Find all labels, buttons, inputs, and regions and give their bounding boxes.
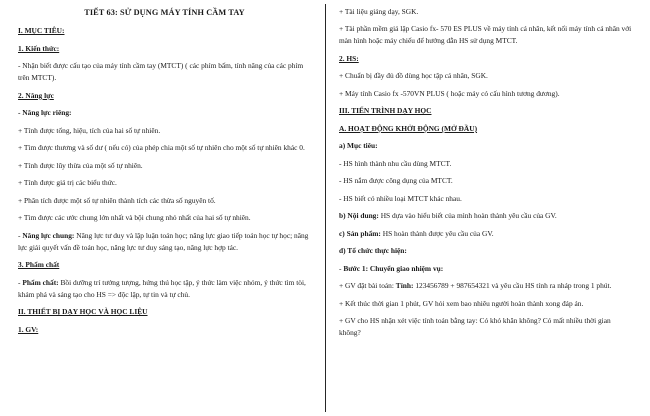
left-paragraph: I. MỤC TIÊU: (18, 26, 65, 36)
left-column (10, 6, 325, 412)
right-paragraph: + GV cho HS nhận xét việc tính toán bằng tay: Có khó khăn không? Có mất nhiều thời gian không? (339, 316, 611, 338)
left-paragraph: 1. Kiến thức: (18, 43, 60, 53)
left-paragraph: + Tính được lũy thừa của một số tự nhiên. (18, 160, 143, 170)
left-paragraph: 2. Năng lực (18, 90, 54, 100)
right-paragraph: - HS biết có nhiều loại MTCT khác nhau. (339, 193, 462, 203)
right-paragraph: + GV đặt bài toán: Tính: 123456789 + 987654321 và yêu cầu HS tính ra nháp trong 1 phút. (339, 281, 612, 291)
right-paragraph: + Kết thúc thời gian 1 phút, GV hỏi xem bao nhiêu người hoàn thành xong đáp án. (339, 298, 584, 308)
right-paragraph: + Tài liệu giảng dạy, SGK. (339, 7, 419, 16)
right-column (325, 6, 640, 412)
right-paragraph: a) Mục tiêu: (339, 141, 378, 151)
right-paragraph: A. HOẠT ĐỘNG KHỞI ĐỘNG (MỞ ĐẦU) (339, 123, 478, 133)
left-paragraph: - Nhận biết được cấu tạo của máy tính cầm tay (MTCT) ( các phím bấm, tính năng của các phím trên MTCT). (18, 61, 304, 83)
left-paragraph: 1. GV: (18, 324, 39, 334)
right-paragraph: c) Sản phẩm: HS hoàn thành được yêu cầu của GV. (339, 228, 494, 238)
right-paragraph: - Bước 1: Chuyển giao nhiệm vụ: (339, 263, 444, 273)
left-column-body (18, 25, 311, 335)
page-title: TIẾT 63: SỬ DỤNG MÁY TÍNH CẦM TAY (84, 8, 245, 17)
left-paragraph: 3. Phẩm chất (18, 260, 60, 270)
column-divider (325, 4, 326, 412)
left-paragraph: + Tính được giá trị các biểu thức. (18, 178, 117, 188)
right-paragraph: III. TIẾN TRÌNH DẠY HỌC (339, 106, 432, 116)
right-paragraph: + Chuẩn bị đầy đủ đồ dùng học tập cá nhân, SGK. (339, 71, 488, 81)
right-paragraph: - HS nắm được công dụng của MTCT. (339, 176, 453, 186)
right-paragraph: 2. HS: (339, 53, 359, 63)
left-paragraph: - Năng lực riêng: (18, 108, 72, 118)
right-paragraph: b) Nội dung: HS dựa vào hiểu biết của mình hoàn thành yêu cầu của GV. (339, 211, 557, 221)
left-paragraph: - Năng lực chung: Năng lực tư duy và lập luận toán học; năng lực giao tiếp toán học tự học; năng lực giải quyết vấn đề toán học, năng lực tư duy sáng tạo, năng lực hợp tác. (18, 230, 309, 252)
right-paragraph: d) Tổ chức thực hiện: (339, 246, 407, 256)
left-paragraph: + Tìm được thương và số dư ( nếu có) của phép chia một số tự nhiên cho một số tự nhiên khác 0. (18, 143, 305, 153)
right-paragraph: + Máy tính Casio fx -570VN PLUS ( hoặc máy có cấu hình tương đương). (339, 88, 560, 98)
left-paragraph: II. THIẾT BỊ DẠY HỌC VÀ HỌC LIỆU (18, 307, 148, 317)
right-paragraph: + Tài phần mềm giả lập Casio fx- 570 ES PLUS về máy tính cá nhân, kết nối máy tính cá nhân với màn hình hoặc máy chiếu để hướng dẫn HS sử dụng MTCT. (339, 24, 632, 46)
left-paragraph: + Phân tích được một số tự nhiên thành tích các thừa số nguyên tố. (18, 195, 216, 205)
left-paragraph: + Tìm được các ước chung lớn nhất và bội chung nhỏ nhất của hai số tự nhiên. (18, 213, 251, 223)
left-paragraph: - Phẩm chất: Bồi dưỡng trí tưởng tượng, hứng thú học tập, ý thức làm việc nhóm, ý thức tìm tòi, khám phá và sáng tạo cho HS => độc lập, tự tin và tự chủ. (18, 277, 306, 299)
right-paragraph: - HS hình thành nhu cầu dùng MTCT. (339, 158, 452, 168)
left-paragraph: + Tính được tổng, hiệu, tích của hai số tự nhiên. (18, 125, 161, 135)
right-column-body (339, 6, 634, 339)
